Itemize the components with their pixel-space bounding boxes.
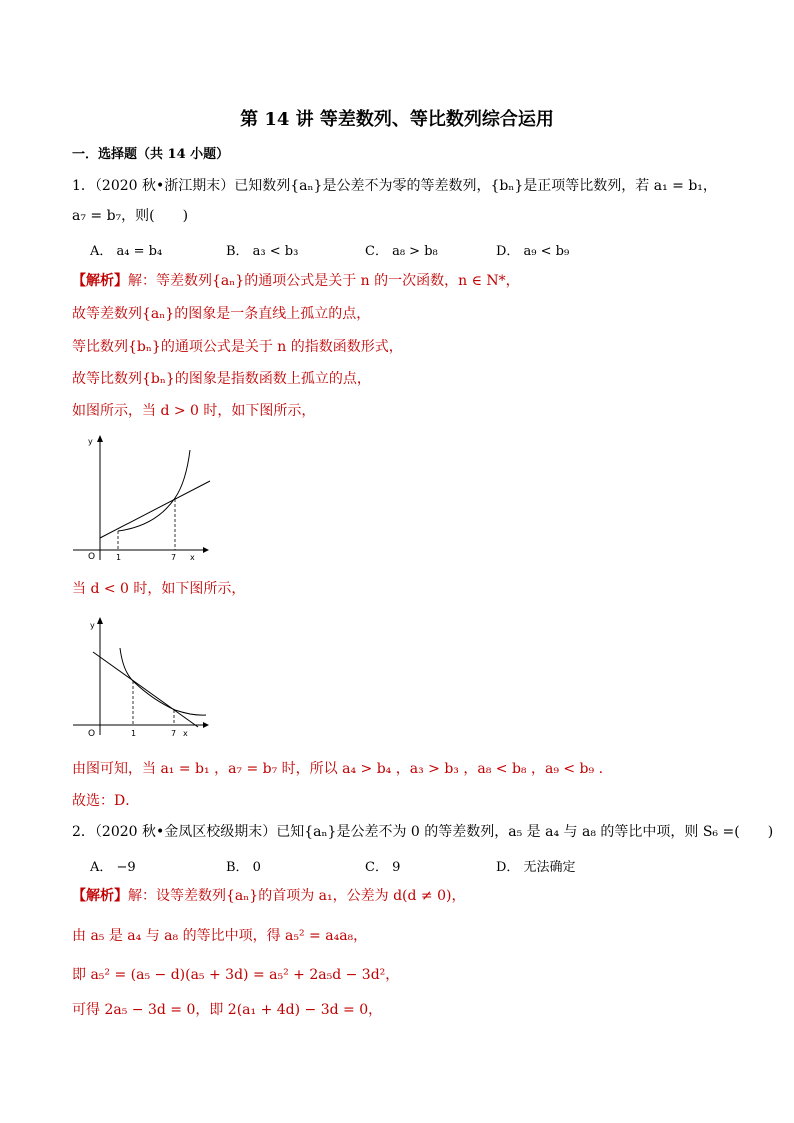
q1-stem-line2: a₇ = b₇，则( ) xyxy=(72,208,189,224)
q1-analysis-line5: 如图所示，当 d > 0 时，如下图所示， xyxy=(72,403,316,419)
q2-stem: 2．（2020 秋•金凤区校级期末）已知{aₙ}是公差不为 0 的等差数列，a₅ 是 a₄ 与 a₈ 的等比中项，则 S₆ =( ) xyxy=(72,824,774,840)
graph-d-negative xyxy=(68,612,218,742)
q1-option-c: C． a₈ > b₈ xyxy=(365,244,438,259)
q1-option-d: D． a₉ < b₉ xyxy=(496,244,570,259)
q2-option-d: D． 无法确定 xyxy=(496,860,576,875)
graph2-y-label: y xyxy=(90,621,95,630)
q2-analysis-tag: 【解析】 xyxy=(72,888,128,904)
graph1-linear-line xyxy=(100,481,210,538)
graph2-x-label: x xyxy=(183,729,188,738)
q2-analysis-text: 解：设等差数列{aₙ}的首项为 a₁，公差为 d(d ≠ 0)， xyxy=(128,888,466,904)
graph2-tick-7: 7 xyxy=(171,729,177,738)
q1-d-negative-line: 当 d < 0 时，如下图所示， xyxy=(72,581,246,597)
q2-option-b: B． 0 xyxy=(226,860,261,875)
graph-d-positive xyxy=(68,430,218,570)
graph1-x-label: x xyxy=(190,553,195,562)
q1-analysis-text: 解：等差数列{aₙ}的通项公式是关于 n 的一次函数，n ∈ N*， xyxy=(128,273,520,289)
q1-analysis-line3: 等比数列{bₙ}的通项公式是关于 n 的指数函数形式， xyxy=(72,339,403,355)
q1-answer: 故选：D． xyxy=(72,793,140,809)
q1-analysis-line4: 故等比数列{bₙ}的图象是指数函数上孤立的点， xyxy=(72,371,371,387)
section-header: 一．选择题（共 14 小题） xyxy=(72,147,230,162)
q2-option-c: C． 9 xyxy=(365,860,401,875)
q1-option-a: A． a₄ = b₄ xyxy=(90,244,163,259)
q2-option-a: A． −9 xyxy=(90,860,136,875)
graph2-tick-1: 1 xyxy=(131,729,137,738)
q2-analysis-line1 xyxy=(72,887,465,905)
q1-conclusion: 由图可知，当 a₁ = b₁ ，a₇ = b₇ 时，所以 a₄ > b₄ ，a₃ > b₃ ，a₈ < b₈ ，a₉ < b₉ . xyxy=(72,761,604,777)
graph1-tick-7: 7 xyxy=(171,553,177,562)
q1-analysis-line2: 故等差数列{aₙ}的图象是一条直线上孤立的点， xyxy=(72,306,371,322)
graph2-x-arrow xyxy=(203,722,209,728)
graph2-origin-label: O xyxy=(88,729,96,739)
graph1-y-arrow xyxy=(97,435,103,442)
graph1-y-label: y xyxy=(88,437,93,446)
graph1-tick-1: 1 xyxy=(116,553,122,562)
q1-stem-line1: 1．（2020 秋•浙江期末）已知数列{aₙ}是公差不为零的等差数列，{bₙ}是正项等比数列，若 a₁ = b₁， xyxy=(72,178,717,194)
graph1-exponential-curve xyxy=(118,450,190,531)
q2-analysis-line2: 由 a₅ 是 a₄ 与 a₈ 的等比中项，得 a₅² = a₄a₈， xyxy=(72,928,368,944)
graph1-origin-label: O xyxy=(88,552,96,562)
graph2-y-arrow xyxy=(97,617,103,624)
q1-analysis-tag: 【解析】 xyxy=(72,273,128,289)
q2-analysis-line3: 即 a₅² = (a₅ − d)(a₅ + 3d) = a₅² + 2a₅d − 3d²， xyxy=(72,967,400,983)
q1-option-b: B． a₃ < b₃ xyxy=(226,244,299,259)
q2-analysis-line4: 可得 2a₅ − 3d = 0，即 2(a₁ + 4d) − 3d = 0， xyxy=(72,1002,383,1018)
graph1-x-arrow xyxy=(203,547,209,553)
q1-analysis-line1 xyxy=(72,272,520,290)
graph2-linear-line xyxy=(93,652,198,727)
page-title: 第 14 讲 等差数列、等比数列综合运用 xyxy=(240,109,554,130)
